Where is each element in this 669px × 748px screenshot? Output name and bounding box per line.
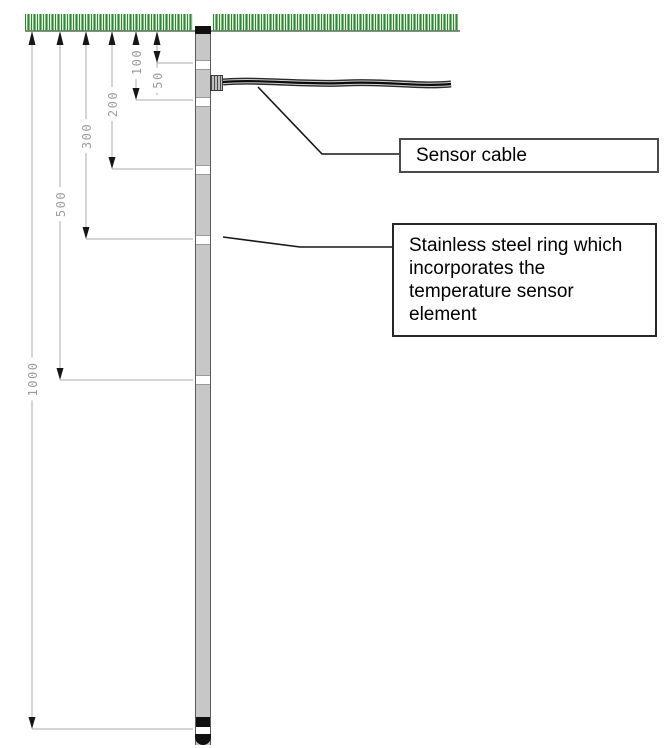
dimension-label: 50 [151,67,165,92]
dimension-label: 200 [106,87,120,121]
sensor-cable-drawing [223,81,451,85]
dimension-label: 500 [54,187,68,221]
sensor-cable-label: Sensor cable [416,144,527,166]
dimension-label: 1000 [26,358,40,401]
steel-ring-leader-line [223,237,392,247]
probe-top-cap [195,26,211,34]
steel-ring-label-line: Stainless steel ring which [409,235,623,256]
sensor-ring [196,235,210,245]
probe-tip [195,734,211,745]
cable-connector [210,75,223,91]
sensor-ring [196,165,210,175]
sensor-ring [196,375,210,385]
probe-bottom-white-band [196,727,210,734]
sensor-ring [196,97,210,107]
steel-ring-label-line: element [409,304,477,325]
dimension-label: 300 [80,119,94,153]
temperature-probe [195,26,211,745]
dimension-label: 100 [130,45,144,79]
sensor-cable-leader-line [258,87,399,154]
steel-ring-label-line: temperature sensor [409,281,574,302]
probe-bottom-sensor-band [196,717,210,727]
sensor-ring [196,60,210,70]
steel-ring-callout [392,223,657,337]
sensor-cable-callout [399,138,659,173]
steel-ring-label-line: incorporates the [409,258,546,279]
